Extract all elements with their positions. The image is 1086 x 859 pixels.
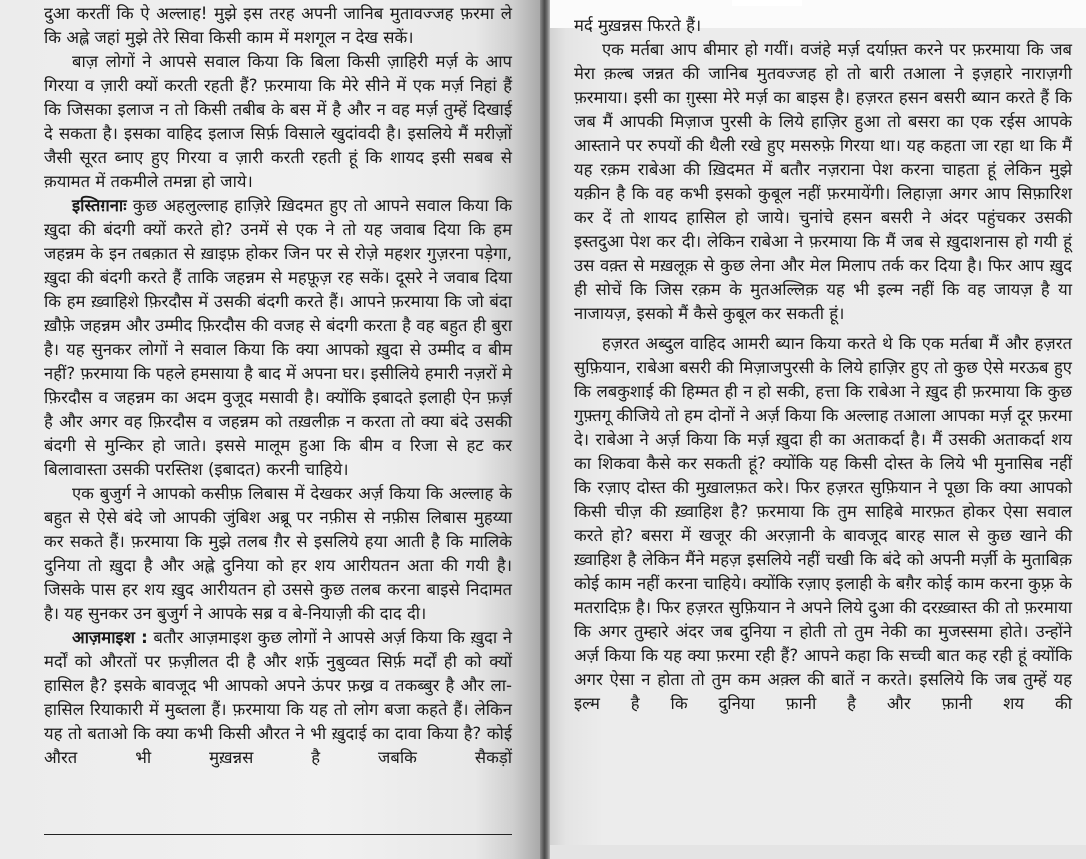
paragraph [44,2,512,50]
section-heading-istigna: इस्तिग़नाः [72,196,127,215]
paragraph [44,482,512,626]
paragraph-text: एक बुजुर्ग ने आपको कसीफ़ लिबास में देखकर अर्ज़ किया कि अल्लाह के बहुत से ऐसे बंदे जो आपकी जुंबिश अब्रू पर नफ़ीस से नफ़ीस लिबास मुहय्या कर सकते हैं। फ़रमाया कि मुझे तलब ग़ैर से इसलिये हया आती है कि मालिके दुनिया तो ख़ुदा है और अह्ले दुनिया को हर शय आरीयतन अता की गयी है। जिसके पास हर शय ख़ुद आरीयतन हो उससे कुछ तलब करना बाइसे निदामत है। यह सुनकर उन बुजुर्ग ने आपके सब्र व बे-नियाज़ी की दाद दी। [44,484,512,623]
paragraph-text: बाज़ लोगों ने आपसे सवाल किया कि बिला किसी ज़ाहिरी मर्ज़ के आप गिरया व ज़ारी क्यों करती रहती हैं? फ़रमाया कि मेरे सीने में एक मर्ज़ निहां हैं कि जिसका इलाज न तो किसी तबीब के बस में है और न वह मर्ज़ तुम्हें दिखाई दे सकता है। इसका वाहिद इलाज सिर्फ़ विसाले खुदांवदी है। इसलिये मैं मरीज़ों जैसी सूरत ब्नाए हुए गिरया व ज़ारी करती रहती हूं कि शायद इसी सबब से क़यामत में तकमीले तमन्ना हो जाये। [44,52,512,191]
section-heading-azmaish: आज़माइश : [72,628,148,647]
paragraph [574,38,1072,326]
right-page-text [574,0,1072,716]
paragraph [44,626,512,770]
right-page [550,0,1086,859]
left-page [0,0,540,859]
page-bottom-edge [550,845,1086,859]
paragraph-text: दुआ करतीं कि ऐ अल्लाह! मुझे इस तरह अपनी जानिब मुतावज्जह फ़रमा ले कि अह्ले जहां मुझे तेरे सिवा किसी काम में मशगूल न देख सकें। [44,4,512,47]
paragraph [44,50,512,194]
paragraph-text: कुछ अहलुल्लाह हाज़िरे ख़िदमत हुए तो आपने सवाल किया कि ख़ुदा की बंदगी क्यों करते हो? उनमें से एक ने तो यह जवाब दिया कि हम जहन्नम के इन तबक़ात से ख़ाइफ़ होकर जिन पर से रोज़े महशर गुज़रना पड़ेगा, ख़ुदा की बंदगी करते हैं ताकि जहन्नम से महफ़ूज़ रह सकें। दूसरे ने जवाब दिया कि हम ख़्वाहिशे फ़िरदौस में उसकी बंदगी करते हैं। आपने फ़रमाया कि जो बंदा ख़ौफ़े जहन्नम और उम्मीद फ़िरदौस की वजह से बंदगी करता है वह बहुत ही बुरा है। यह सुनकर लोगों ने सवाल किया कि क्या आपको ख़ुदा से उम्मीद व बीम नहीं? फ़रमाया कि पहले हमसाया है बाद में अपना घर। इसीलिये हमारी नज़रों मे फ़िरदौस व जहन्नम का अदम वुजूद मसावी है। क्योंकि इबादते इलाही ऐन फ़र्ज़ है और अगर वह फ़िरदौस व जहन्नम को तख़लीक़ न करता तो क्या बंदे उसकी बंदगी से मुन्किर हो जाते। इससे मालूम हुआ कि बीम व रिजा से हट कर बिलावास्ता उसकी परस्तिश (इबादत) करनी चाहिये। [44,196,512,479]
paragraph-text: मर्द मुख़न्नस फिरते हैं। [574,16,702,35]
left-page-text [44,2,512,770]
paragraph [574,332,1072,716]
paragraph-text: एक मर्तबा आप बीमार हो गयीं। वजंहे मर्ज़ दर्याफ़्त करने पर फ़रमाया कि जब मेरा क़ल्ब जन्नत की जानिब मुतवज्जह हो तो बारी तआला ने इज़हारे नाराज़गी फ़रमाया। इसी का ग़ुस्सा मेरे मर्ज़ का बाइस है। हज़रत हसन बसरी ब्यान करते हैं कि जब मैं आपकी मिज़ाज पुरसी के लिये हाज़िर हुआ तो बसरा का एक रईस आपके आस्ताने पर रुपयों की थैली रखे हुए मसरुफ़े गिरया था। यह कहता जा रहा था कि मैं यह रक़म राबेआ की ख़िदमत में बतौर नज़राना पेश करना चाहता हूं लेकिन मुझे यक़ीन है कि वह कभी इसको कुबूल नहीं फ़रमायेंगी। लिहाज़ा अगर आप सिफ़ारिश कर दें तो शायद हासिल हो जाये। चुनांचे हसन बसरी ने अंदर पहुंचकर उसकी इस्तदुआ पेश कर दी। लेकिन राबेआ ने फ़रमाया कि मैं जब से ख़ुदाशनास हो गयी हूं उस वक़्त से मख़लूक़ से कुछ लेना और मेल मिलाप तर्क कर दिया है। फिर आप ख़ुद ही सोचें कि जिस रक़म के मुतअल्लिक़ यह भी इल्म नहीं कि वह जायज़ है या नाजायज़, इसको मैं कैसे कुबूल कर सकती हूं। [574,40,1072,323]
paragraph-text: बतौर आज़माइश कुछ लोगों ने आपसे अर्ज़ किया कि ख़ुदा ने मर्दों को औरतों पर फ़ज़ीलत दी है और शर्फ़े नुबुव्वत सिर्फ़ मर्दों ही को क्यों हासिल है? इसके बावजूद भी आपको अपने ऊंपर फ़ख्र व तकब्बुर है और ला-हासिल रियाकारी में मुब्तला हैं। फ़रमाया कि यह तो लोग बजा कहते हैं। लेकिन यह तो बताओ कि क्या कभी किसी औरत ने भी ख़ुदाई का दावा किया है? कोई औरत भी मुख़न्नस है जबकि सैकड़ों [44,628,512,767]
page-bottom-rule [44,834,512,835]
paragraph [574,14,1072,38]
book-spine [540,0,550,859]
paragraph-text: हज़रत अब्दुल वाहिद आमरी ब्यान किया करते थे कि एक मर्तबा मैं और हज़रत सुफ़ियान, राबेआ बसरी की मिज़ाजपुरसी के लिये हाज़िर हुए तो कुछ ऐसे मरऊब हुए कि लबकुशाई की हिम्मत ही न हो सकी, हत्ता कि राबेआ ने ख़ुद ही फ़रमाया कि कुछ गुफ़्तगू कीजिये तो हम दोनों ने अर्ज़ किया कि अल्लाह तआला आपका मर्ज़ दूर फ़रमा दे। राबेआ ने अर्ज़ किया कि मर्ज़ ख़ुदा ही का अताकर्दा है। मैं उसकी अताकर्दा शय का शिकवा कैसे कर सकती हूं? क्योंकि यह किसी दोस्त के लिये भी मुनासिब नहीं कि रज़ाए दोस्त की मुख़ालफ़त करे। फिर हज़रत सुफ़ियान ने पूछा कि क्या आपको किसी चीज़ की ख़्वाहिश है? फ़रमाया कि तुम साहिबे मारफ़त होकर ऐसा सवाल करते हो? बसरा में खजूर की अरज़ानी के बावजूद बारह साल से कुछ खाने की ख़्वाहिश है लेकिन मैंने महज़ इसलिये नहीं चखी कि बंदे को अपनी मर्ज़ी के मुताबिक़ कोई काम नहीं करना चाहिये। क्योंकि रज़ाए इलाही के बग़ैर कोई काम करना कुफ़्र के मतरादिफ़ है। फिर हज़रत सुफ़ियान ने अपने लिये दुआ की दरख़्वास्त की तो फ़रमाया कि अगर तुम्हारे अंदर जब दुनिया न होती तो तुम नेकी का मुजस्समा होते। उन्होंने अर्ज़ किया कि यह क्या फ़रमा रही हैं? आपने कहा कि सच्ची बात कह रही हूं क्योंकि अगर ऐसा न होता तो तुम कम अक़्ल की बातें न करते। इसलिये कि जब तुम्हें यह इल्म है कि दुनिया फ़ानी है और फ़ानी शय की [574,334,1072,713]
paragraph [44,194,512,482]
